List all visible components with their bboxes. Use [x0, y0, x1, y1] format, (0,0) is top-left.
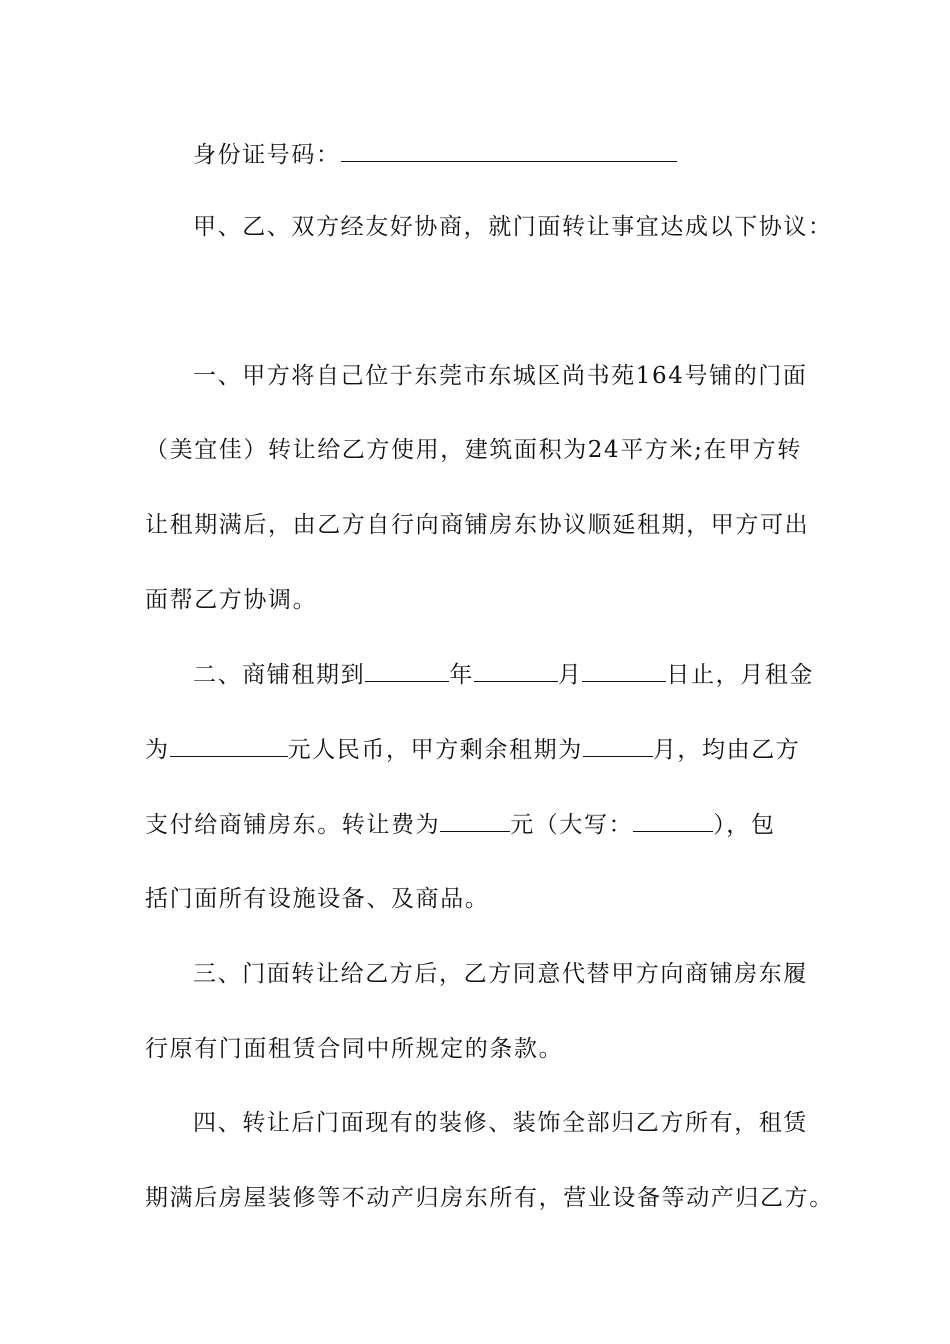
clause1-line4: 面帮乙方协调。	[145, 587, 318, 613]
clause2-text: 元（大写：	[510, 812, 634, 838]
intro-paragraph: 甲、乙、双方经友好协商，就门面转让事宜达成以下协议：	[193, 214, 833, 240]
clause2-text: ），包	[713, 812, 776, 838]
clause2-line2	[145, 735, 805, 765]
clause2-text: 元人民币，甲方剩余租期为	[287, 737, 583, 763]
monthly-rent-blank[interactable]	[170, 736, 288, 757]
id-number-line	[193, 140, 805, 170]
lease-end-month-blank[interactable]	[474, 661, 558, 682]
lease-end-day-blank[interactable]	[582, 661, 666, 682]
remaining-term-blank[interactable]	[583, 736, 653, 757]
clause4-line2: 期满后房屋装修等不动产归房东所有，营业设备等动产归乙方。	[145, 1185, 834, 1211]
clause3-line2: 行原有门面租赁合同中所规定的条款。	[145, 1036, 564, 1062]
clause2-line4: 括门面所有设施设备、及商品。	[145, 886, 490, 912]
month-label: 月	[557, 662, 583, 688]
clause1-line3: 让租期满后，由乙方自行向商铺房东协议顺延租期，甲方可出	[145, 512, 810, 538]
clause2-line3	[145, 810, 805, 840]
clause2-text: 为	[145, 737, 170, 763]
clause2-text: 二、商铺租期到	[193, 662, 366, 688]
id-number-label: 身份证号码：	[193, 142, 341, 168]
clause4-line1: 四、转让后门面现有的装修、装饰全部归乙方所有，租赁	[193, 1110, 808, 1136]
transfer-fee-words-blank[interactable]	[633, 811, 713, 832]
id-number-blank[interactable]	[341, 141, 677, 162]
clause3-line1: 三、门面转让给乙方后，乙方同意代替甲方向商铺房东履	[193, 961, 808, 987]
clause2-text: 日止，月租金	[666, 662, 815, 688]
lease-end-year-blank[interactable]	[365, 661, 449, 682]
clause2-text: 月，均由乙方	[652, 737, 801, 763]
clause2-text: 支付给商铺房东。转让费为	[145, 812, 441, 838]
year-label: 年	[449, 662, 474, 688]
clause1-line2: （美宜佳）转让给乙方使用，建筑面积为24平方米;在甲方转	[145, 437, 802, 463]
clause2-line1	[193, 660, 815, 690]
transfer-fee-blank[interactable]	[440, 811, 510, 832]
clause1-line1: 一、甲方将自己位于东莞市东城区尚书苑164号铺的门面	[193, 363, 808, 389]
